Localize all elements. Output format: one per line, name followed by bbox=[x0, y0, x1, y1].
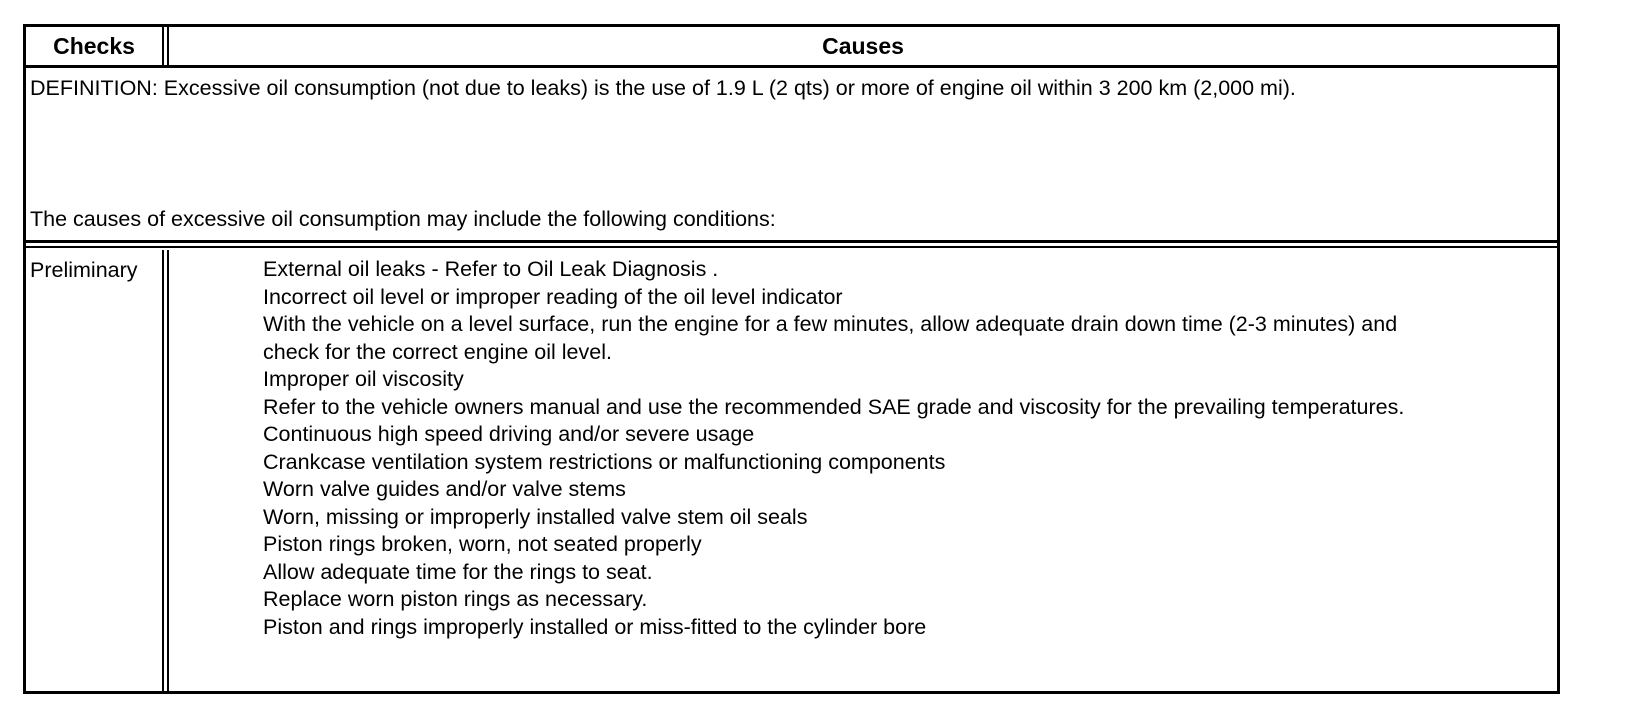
causes-intro-text: The causes of excessive oil consumption may include the following conditions: bbox=[30, 207, 776, 231]
list-item: External oil leaks - Refer to Oil Leak Diagnosis . bbox=[263, 257, 719, 281]
column-divider bbox=[162, 250, 169, 691]
header-row bbox=[26, 27, 1557, 68]
list-item: Worn, missing or improperly installed valve stem oil seals bbox=[263, 504, 808, 529]
column-divider bbox=[162, 27, 169, 65]
list-item: With the vehicle on a level surface, run the engine for a few minutes, allow adequate drain down time (2-3 minutes) and check for the correct engine oil level. bbox=[263, 312, 1398, 364]
definition-text: DEFINITION: Excessive oil consumption (not due to leaks) is the use of 1.9 L (2 qts) or more of engine oil within 3 200 km (2,000 mi). bbox=[30, 76, 1296, 100]
list-item: Piston and rings improperly installed or miss-fitted to the cylinder bore bbox=[263, 614, 927, 639]
definition-row bbox=[26, 68, 1557, 243]
row-label-preliminary: Preliminary bbox=[30, 258, 138, 282]
diagnosis-table bbox=[23, 24, 1560, 694]
header-causes: Causes bbox=[822, 33, 904, 59]
list-item: Incorrect oil level or improper reading of the oil level indicator bbox=[263, 284, 843, 309]
causes-list bbox=[263, 256, 1433, 641]
list-item: Piston rings broken, worn, not seated properly bbox=[263, 532, 702, 556]
list-item: Allow adequate time for the rings to seat. bbox=[263, 559, 653, 584]
list-item: Replace worn piston rings as necessary. bbox=[263, 587, 648, 611]
preliminary-row bbox=[26, 250, 1557, 691]
list-item: Improper oil viscosity bbox=[263, 367, 464, 391]
list-item: Refer to the vehicle owners manual and use the recommended SAE grade and viscosity for the prevailing temperatures. bbox=[263, 394, 1405, 419]
list-item: Crankcase ventilation system restrictions or malfunctioning components bbox=[263, 449, 946, 474]
header-checks: Checks bbox=[53, 33, 135, 59]
list-item: Continuous high speed driving and/or severe usage bbox=[263, 422, 755, 446]
list-item: Worn valve guides and/or valve stems bbox=[263, 477, 626, 501]
